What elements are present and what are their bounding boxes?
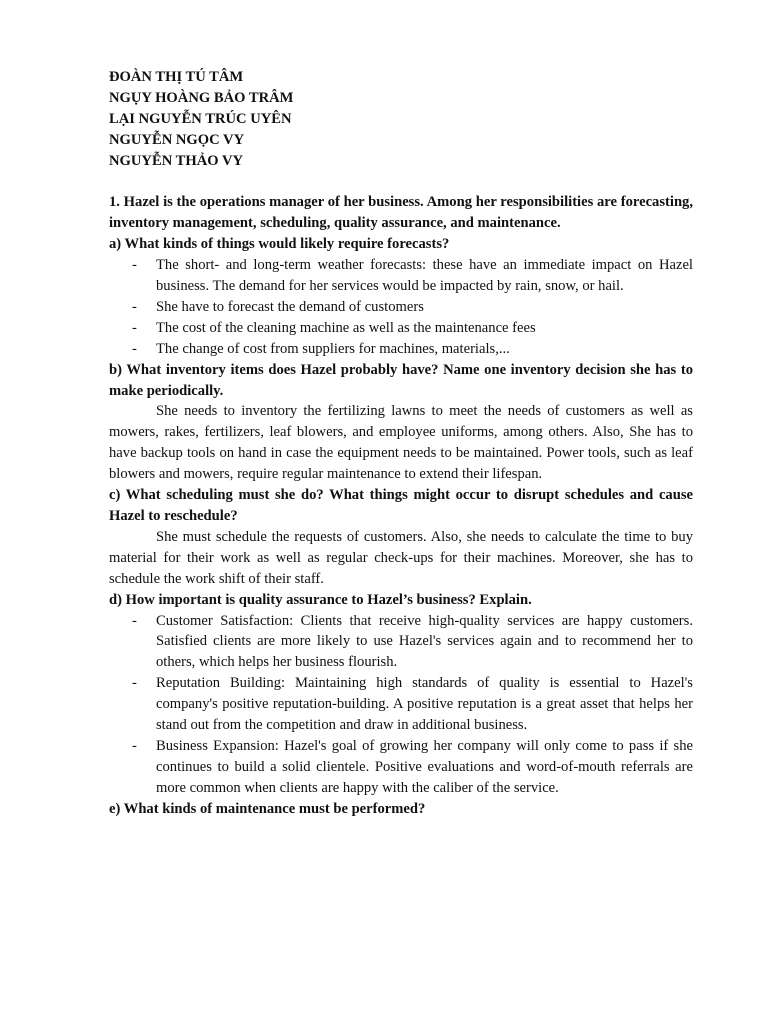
author-name: NGUYỄN NGỌC VY	[109, 131, 245, 148]
question-d: d) How important is quality assurance to Hazel’s business? Explain.	[109, 591, 532, 608]
intro-paragraph: 1. Hazel is the operations manager of her business. Among her responsibilities are forecasting, inventory management, scheduling, quality assurance, and maintenance.	[109, 194, 693, 232]
list-item-text: She have to forecast the demand of customers	[156, 298, 424, 315]
list-item	[109, 736, 693, 799]
list-item-text: Customer Satisfaction: Clients that receive high-quality services are happy customers. Satisfied clients are more likely to use Hazel's services again and to recommend her to others, which helps her business flourish.	[156, 612, 693, 671]
list-item-text: Business Expansion: Hazel's goal of growing her company will only come to pass if she continues to build a solid clientele. Positive evaluations and word-of-mouth referrals are more common when clients are happy with the caliber of the service.	[156, 737, 693, 796]
list-item	[109, 339, 693, 360]
answer-b: She needs to inventory the fertilizing lawns to meet the needs of customers as well as mowers, rakes, fertilizers, leaf blowers, and employee uniforms, among others. Also, She has to have backup tools on hand in case the equipment needs to be maintained. Power tools, such as leaf blowers and mowers, require regular maintenance to extend their lifespan.	[109, 403, 693, 483]
author-name: NGUYỄN THẢO VY	[109, 152, 244, 169]
author-list	[109, 67, 693, 172]
list-item-text: The change of cost from suppliers for machines, materials,...	[156, 340, 510, 357]
dash-bullet: -	[132, 319, 137, 336]
dash-bullet: -	[132, 675, 137, 692]
author-name: NGỤY HOÀNG BẢO TRÂM	[109, 89, 294, 106]
question-b: b) What inventory items does Hazel probably have? Name one inventory decision she has to make periodically.	[109, 361, 693, 399]
answer-a-list	[109, 255, 693, 360]
dash-bullet: -	[132, 257, 137, 274]
dash-bullet: -	[132, 298, 137, 315]
author-name: LẠI NGUYỄN TRÚC UYÊN	[109, 110, 292, 127]
list-item-text: The cost of the cleaning machine as well as the maintenance fees	[156, 319, 536, 336]
dash-bullet: -	[132, 612, 137, 629]
dash-bullet: -	[132, 737, 137, 754]
dash-bullet: -	[132, 340, 137, 357]
document-page	[109, 67, 693, 820]
question-e: e) What kinds of maintenance must be performed?	[109, 800, 426, 817]
list-item	[109, 297, 693, 318]
list-item	[109, 673, 693, 736]
list-item	[109, 318, 693, 339]
answer-c: She must schedule the requests of customers. Also, she needs to calculate the time to buy material for their work as well as regular check-ups for their machines. Moreover, she has to schedule the work shift of their staff.	[109, 528, 693, 587]
answer-d-list	[109, 611, 693, 799]
list-item-text: Reputation Building: Maintaining high standards of quality is essential to Hazel's company's positive reputation-building. A positive reputation is a great asset that helps her stand out from the competition and draw in additional business.	[156, 675, 693, 734]
list-item-text: The short- and long-term weather forecasts: these have an immediate impact on Hazel business. The demand for her services would be impacted by rain, snow, or hail.	[156, 257, 693, 295]
list-item	[109, 255, 693, 297]
list-item	[109, 611, 693, 674]
author-name: ĐOÀN THỊ TÚ TÂM	[109, 69, 244, 85]
question-a: a) What kinds of things would likely require forecasts?	[109, 236, 450, 253]
question-c: c) What scheduling must she do? What things might occur to disrupt schedules and cause Hazel to reschedule?	[109, 487, 693, 525]
